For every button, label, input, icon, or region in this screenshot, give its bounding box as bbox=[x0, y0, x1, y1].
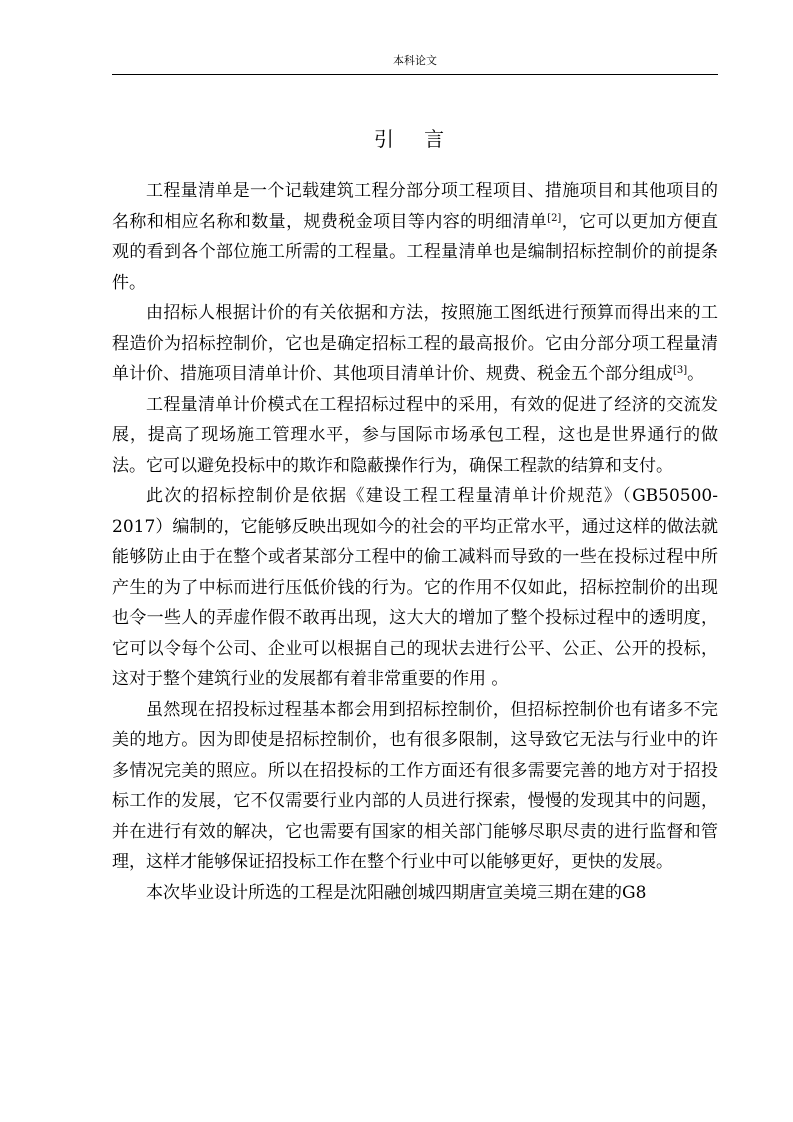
paragraph-6: 本次毕业设计所选的工程是沈阳融创城四期唐宣美境三期在建的G8 bbox=[146, 882, 647, 903]
paragraph-5: 虽然现在招投标过程基本都会用到招标控制价，但招标控制价也有诸多不完美的地方。因为即使是招标控制价，也有很多限制，这导致它无法与行业中的许多情况完美的照应。所以在招投标的工作方面还有很多需要完善的地方对于招投标工作的发展，它不仅需要行业内部的人员进行探索，慢慢的发现其中的问题，并在进行有效的解决，它也需要有国家的相关部门能够尽职尽责的进行监督和管理，这样才能够保证招投标工作在整个行业中可以能够更好，更快的发展。 bbox=[112, 699, 718, 872]
citation-ref: [3] bbox=[673, 365, 688, 376]
paragraph-2 bbox=[112, 298, 718, 390]
paragraph-tail: 。 bbox=[687, 364, 705, 384]
body-text bbox=[112, 176, 718, 908]
section-title: 引 言 bbox=[373, 127, 457, 151]
running-header: 本科论文 bbox=[112, 52, 718, 75]
paragraph-tail: ，它可以更加方便直观的看到各个部位施工所需的工程量。工程量清单也是编制招标控制价的前提条件。 bbox=[112, 211, 719, 293]
paragraph-text: 由招标人根据计价的有关依据和方法，按照施工图纸进行预算而得出来的工程造价为招标控制价，它也是确定招标工程的最高报价。它由分部分项工程量清单计价、措施项目清单计价、其他项目清单计价、规费、税金五个部分组成 bbox=[112, 303, 718, 384]
paragraph-4: 此次的招标控制价是依据《建设工程工程量清单计价规范》（GB50500-2017）编制的，它能够反映出现如今的社会的平均正常水平，通过这样的做法就能够防止由于在整个或者某部分工程中的偷工减料而导致的一些在投标过程中所产生的为了中标而进行压低价钱的行为。它的作用不仅如此，招标控制价的出现也令一些人的弄虚作假不敢再出现，这大大的增加了整个投标过程中的透明度，它可以令每个公司、企业可以根据自己的现状去进行公平、公正、公开的投标，这对于整个建筑行业的发展都有着非常重要的作用 。 bbox=[112, 486, 718, 689]
paragraph-1 bbox=[112, 176, 718, 298]
citation-ref: [2] bbox=[547, 212, 562, 224]
paragraph-3: 工程量清单计价模式在工程招标过程中的采用，有效的促进了经济的交流发展，提高了现场施工管理水平，参与国际市场承包工程，这也是世界通行的做法。它可以避免投标中的欺诈和隐蔽操作行为，确保工程款的结算和支付。 bbox=[112, 394, 718, 476]
paragraph-text: 工程量清单是一个记载建筑工程分部分项工程项目、措施项目和其他项目的名称和相应名称和数量，规费税金项目等内容的明细清单 bbox=[112, 181, 718, 232]
